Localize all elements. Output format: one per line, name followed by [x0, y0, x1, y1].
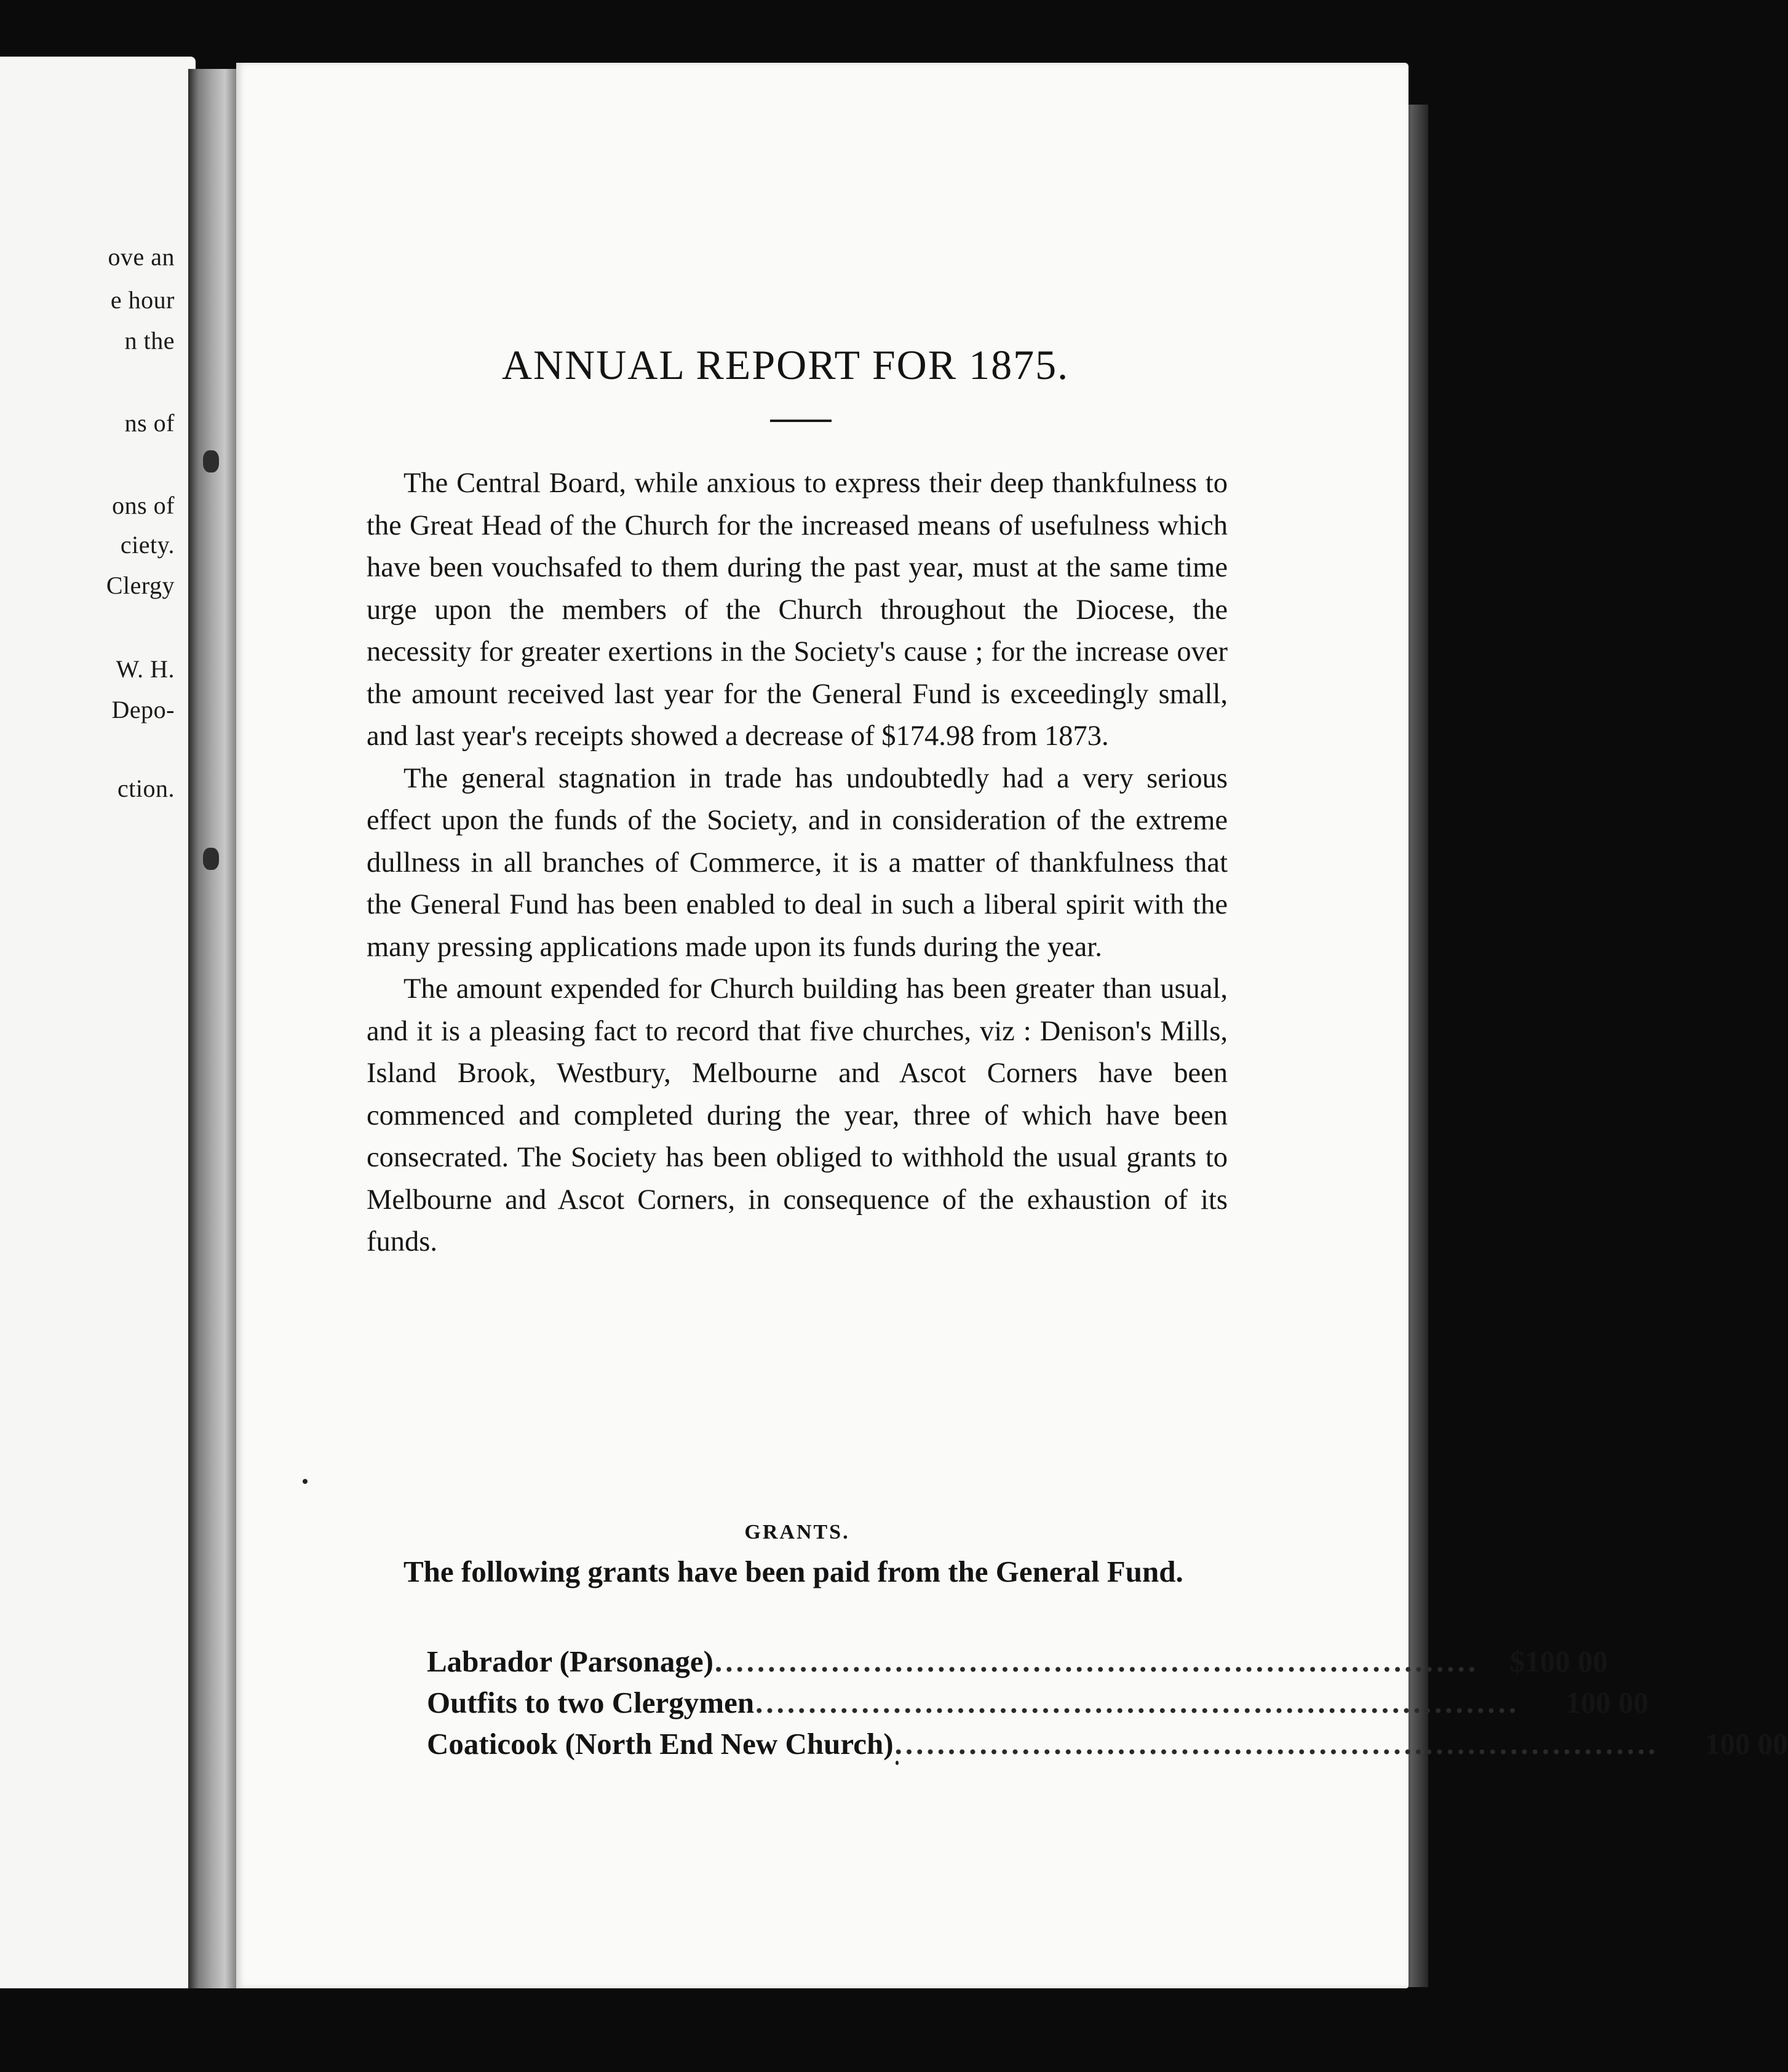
facing-page-left [0, 57, 196, 1988]
grants-intro [367, 1552, 1228, 1592]
leader-dots: ........................................................................ [714, 1644, 1479, 1678]
left-page-fragment: n the [124, 327, 175, 354]
grant-row [427, 1685, 1649, 1726]
report-body [367, 463, 1228, 1264]
grant-list [427, 1644, 1788, 1767]
grants-heading: GRANTS. [744, 1521, 850, 1544]
left-page-fragment: ove an [108, 243, 175, 271]
grant-amount: 100 00 [1565, 1686, 1649, 1719]
paragraph: The amount expended for Church building has been greater than usual, and it is a pleasing fact to record that five churches, viz : Denison's Mills, Island Brook, Westbury, Melbourne and Ascot Corners have been commenced and completed during the year, three of which have been consecrated. The Society has been obliged to withhold the usual grants to Melbourne and Ascot Corners, in consequence of the exhaustion of its funds. [367, 973, 1228, 1257]
left-page-fragment: W. H. [116, 655, 175, 683]
leader-dots: ........................................................................ [894, 1727, 1659, 1761]
grant-row [427, 1644, 1608, 1685]
paragraph: The Central Board, while anxious to express their deep thankfulness to the Great Head of the Church for the increased means of usefulness which have been vouchsafed to them during the past year, must at the same time urge upon the members of the Church throughout the Diocese, the necessity for greater exertions in the Society's cause ; for the increase over the amount received last year for the General Fund is exceedingly small, and last year's receipts showed a decrease of $174.98 from 1873. [367, 468, 1228, 752]
grant-amount: $100 00 [1509, 1644, 1608, 1678]
report-page [236, 63, 1788, 1988]
left-page-fragment: ns of [124, 409, 175, 437]
grants-intro-text: The following grants have been paid from the General Fund. [403, 1555, 1183, 1588]
grant-amount: 100 00 [1704, 1727, 1788, 1761]
leader-dots: ........................................................................ [755, 1686, 1520, 1719]
binding-notch [203, 450, 219, 472]
grant-label: Labrador (Parsonage) [427, 1644, 713, 1678]
paper-speck [303, 1479, 308, 1484]
left-page-fragment: ciety. [120, 531, 175, 559]
left-page-fragment: ons of [112, 492, 175, 519]
paragraph: The general stagnation in trade has undoubtedly had a very serious effect upon the funds of the Society, and in consideration of the extreme dullness in all branches of Commerce, it is a matter of thankfulness that the General Fund has been enabled to deal in such a liberal spirit with the many pressing applications made upon its funds during the year. [367, 762, 1228, 963]
paper-speck [896, 1761, 899, 1765]
left-page-fragment: Clergy [106, 572, 175, 599]
left-page-fragment: e hour [110, 286, 175, 314]
left-page-fragment: Depo- [111, 696, 175, 723]
binding-notch [203, 848, 219, 870]
grant-label: Coaticook (North End New Church) [427, 1727, 894, 1761]
grant-row [427, 1726, 1788, 1767]
left-page-fragment: ction. [117, 775, 175, 802]
title-rule [770, 420, 832, 422]
grant-label: Outfits to two Clergymen [427, 1686, 755, 1719]
page-title: ANNUAL REPORT FOR 1875. [501, 341, 1070, 388]
